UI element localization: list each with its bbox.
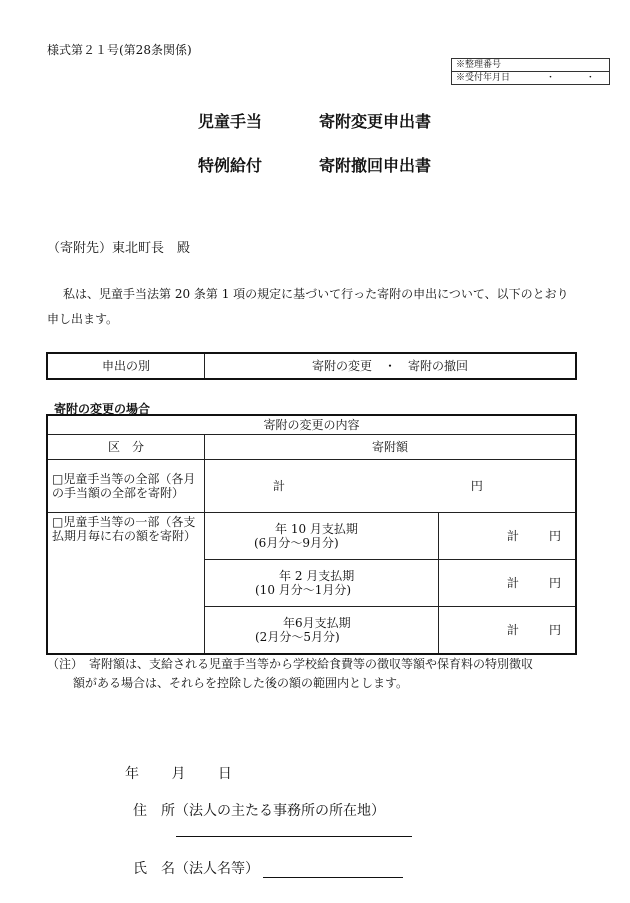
- all-total-label: 計: [273, 479, 286, 493]
- address-input-line[interactable]: [176, 836, 412, 837]
- change-table-title: 寄附の変更の内容: [47, 415, 576, 435]
- address-label: 住 所（法人の主たる事務所の所在地）: [133, 803, 385, 819]
- period-february: [205, 560, 439, 607]
- period-june-name: 年6月支払期: [283, 616, 351, 630]
- period-february-range: (10 月分～1月分): [255, 583, 352, 597]
- october-unit-label: 円: [548, 529, 561, 543]
- change-content-table: [46, 414, 577, 655]
- february-total-label: 計: [507, 576, 520, 590]
- june-unit-label: 円: [548, 623, 561, 637]
- period-june: [205, 607, 439, 655]
- received-date-label: ※受付年月日 ・ ・: [452, 72, 610, 85]
- period-october-name: 年 10 月支払期: [275, 522, 358, 536]
- amount-october[interactable]: [439, 513, 577, 560]
- title-child-allowance: 児童手当: [198, 112, 263, 131]
- name-input-line[interactable]: [263, 877, 403, 878]
- title-change-request: 寄附変更申出書: [319, 112, 432, 131]
- period-october-range: (6月分～9月分): [254, 536, 339, 550]
- reference-number-label: ※整理番号: [452, 59, 610, 72]
- title-withdrawal-request: 寄附撤回申出書: [319, 156, 432, 175]
- date-month-label: 月: [171, 766, 186, 782]
- request-type-table: [46, 352, 577, 380]
- change-section-heading: 寄附の変更の場合: [54, 402, 151, 416]
- office-use-box: [451, 58, 610, 85]
- form-number: 様式第２１号(第28条関係): [47, 43, 192, 57]
- period-october: [205, 513, 439, 560]
- category-header: 区 分: [47, 435, 205, 460]
- all-unit-label: 円: [470, 479, 483, 493]
- name-label: 氏 名（法人名等）: [133, 861, 259, 877]
- addressee: （寄附先）東北町長 殿: [47, 241, 191, 256]
- received-date-value: ・ ・: [546, 73, 609, 83]
- note-line-1: （注） 寄附額は、支給される児童手当等から学校給食費等の徴収等額や保育料の特別徴収: [47, 657, 534, 671]
- february-unit-label: 円: [548, 576, 561, 590]
- october-total-label: 計: [507, 529, 520, 543]
- all-amount-cell[interactable]: [205, 460, 577, 513]
- period-june-range: (2月分～5月分): [255, 630, 340, 644]
- partial-allowance-option[interactable]: □児童手当等の一部（各支払期月毎に右の額を寄附）: [47, 513, 205, 655]
- date-day-label: 日: [217, 766, 232, 782]
- request-type-label: 申出の別: [47, 353, 205, 379]
- all-allowance-option[interactable]: □児童手当等の全部（各月の手当額の全部を寄附）: [47, 460, 205, 513]
- amount-header: 寄附額: [205, 435, 577, 460]
- date-year-label: 年: [125, 766, 139, 782]
- statement-line-1: 私は、児童手当法第 20 条第 1 項の規定に基づいて行った寄附の申出について、以下のとおり: [63, 287, 569, 301]
- statement-line-2: 申し出ます。: [47, 312, 119, 326]
- june-total-label: 計: [507, 623, 520, 637]
- date-field[interactable]: [125, 763, 232, 783]
- amount-february[interactable]: [439, 560, 577, 607]
- title-special-benefit: 特例給付: [198, 156, 263, 175]
- note-line-2: 額がある場合は、それらを控除した後の額の範囲内とします。: [73, 676, 409, 690]
- period-february-name: 年 2 月支払期: [279, 569, 355, 583]
- request-type-options[interactable]: 寄附の変更 ・ 寄附の撤回: [205, 353, 577, 379]
- amount-june[interactable]: [439, 607, 577, 655]
